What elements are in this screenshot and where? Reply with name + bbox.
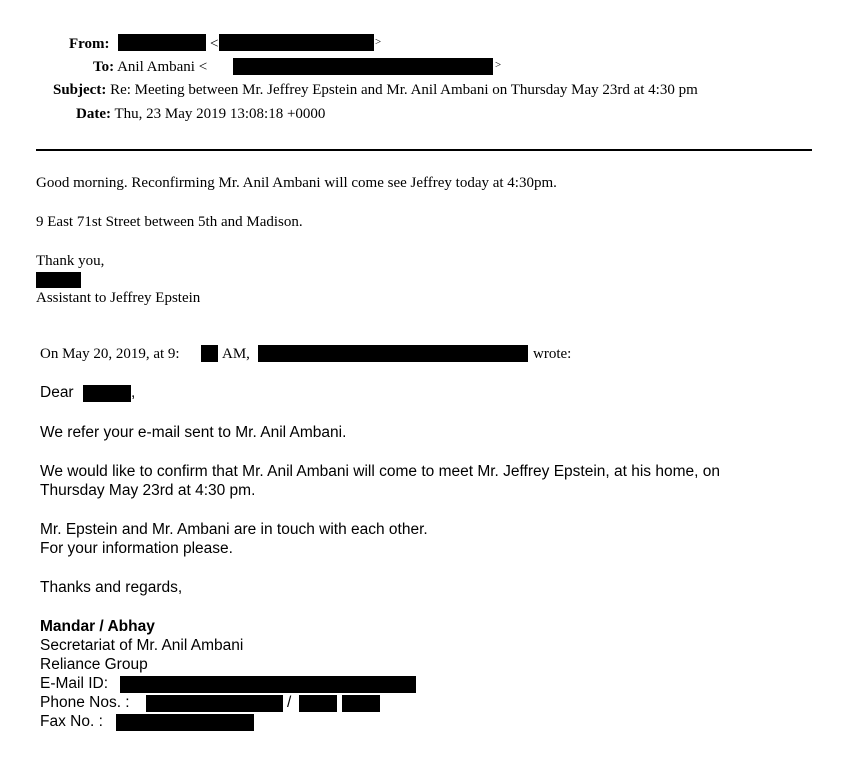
to-row: [93, 59, 207, 76]
signature-name: Mandar / Abhay: [40, 618, 155, 635]
quoted-closing: Thanks and regards,: [40, 579, 183, 596]
reply-signature-title: Assistant to Jeffrey Epstein: [36, 290, 201, 306]
phone-redaction-3: [342, 695, 380, 712]
quoted-recipient-redaction: [83, 385, 131, 402]
reply-line1: Good morning. Reconfirming Mr. Anil Ambani will come see Jeffrey today at 4:30pm.: [36, 175, 557, 191]
from-name-redaction: [118, 34, 206, 51]
subject-value: Re: Meeting between Mr. Jeffrey Epstein and Mr. Anil Ambani on Thursday May 23rd at 4:30 pm: [110, 82, 698, 98]
quoted-p3-line1: Mr. Epstein and Mr. Ambani are in touch with each other.: [40, 521, 428, 538]
from-gt: >: [375, 36, 382, 48]
reply-address: 9 East 71st Street between 5th and Madison.: [36, 214, 303, 230]
from-label: From:: [69, 36, 110, 52]
quoted-intro-prefix: On May 20, 2019, at 9:: [40, 346, 180, 362]
fax-label: Fax No. :: [40, 713, 103, 730]
phone-separator: /: [287, 694, 292, 711]
signature-line2: Reliance Group: [40, 656, 148, 673]
quoted-greeting: Dear: [40, 384, 74, 401]
quoted-p2-line1: We would like to confirm that Mr. Anil Ambani will come to meet Mr. Jeffrey Epstein, at his home, on: [40, 463, 720, 480]
to-value: Anil Ambani <: [117, 59, 208, 75]
quoted-time-redaction: [201, 345, 218, 362]
subject-row: [53, 82, 698, 99]
date-value: Thu, 23 May 2019 13:08:18 +0000: [114, 106, 326, 122]
quoted-p2-line2: Thursday May 23rd at 4:30 pm.: [40, 482, 256, 499]
to-label: To:: [93, 59, 115, 75]
to-email-redaction: [233, 58, 493, 75]
phone-redaction-1: [146, 695, 283, 712]
to-gt: >: [495, 59, 502, 71]
from-lt: <: [210, 36, 219, 52]
from-email-redaction: [219, 34, 374, 51]
quoted-p1: We refer your e-mail sent to Mr. Anil Ambani.: [40, 424, 347, 441]
phone-label: Phone Nos. :: [40, 694, 130, 711]
signature-line1: Secretariat of Mr. Anil Ambani: [40, 637, 244, 654]
phone-redaction-2: [299, 695, 337, 712]
email-redaction: [120, 676, 416, 693]
date-label: Date:: [76, 106, 111, 122]
quoted-intro-wrote: wrote:: [533, 346, 572, 362]
quoted-p3-line2: For your information please.: [40, 540, 233, 557]
reply-thanks: Thank you,: [36, 253, 105, 269]
header-divider: [36, 149, 812, 151]
quoted-intro-am: AM,: [222, 346, 250, 362]
subject-label: Subject:: [53, 82, 107, 98]
fax-redaction: [116, 714, 254, 731]
reply-signer-redaction: [36, 272, 81, 288]
from-row: [69, 36, 110, 53]
date-row: [76, 106, 325, 123]
quoted-sender-redaction: [258, 345, 528, 362]
email-label: E-Mail ID:: [40, 675, 109, 692]
quoted-greeting-comma: ,: [131, 384, 136, 401]
